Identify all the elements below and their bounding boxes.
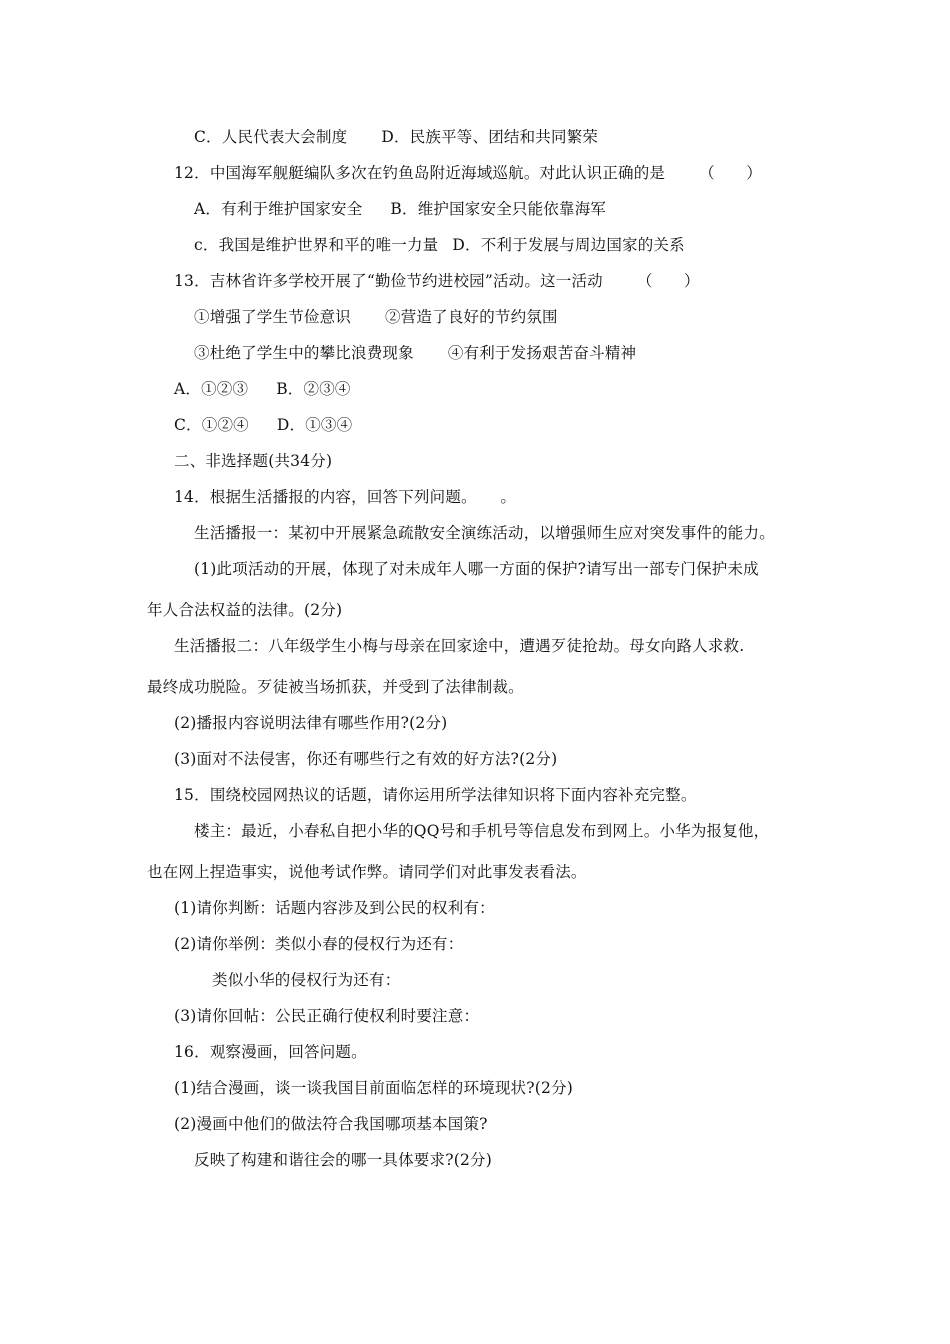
q14-sub1-line2: 年人合法权益的法律。(2分) bbox=[147, 601, 343, 619]
q12-options-ab bbox=[194, 199, 606, 219]
q14-sub1-line1: (1)此项活动的开展，体现了对未成年人哪一方面的保护?请写出一部专门保护未成 bbox=[194, 560, 759, 578]
q14-report-2-line2: 最终成功脱险。歹徒被当场抓获，并受到了法律制裁。 bbox=[147, 678, 524, 696]
q15-sub3: (3)请你回帖：公民正确行使权利时要注意： bbox=[174, 1007, 480, 1025]
q16-sub2: (2)漫画中他们的做法符合我国哪项基本国策? bbox=[174, 1115, 488, 1133]
q16-sub1: (1)结合漫画，谈一谈我国目前面临怎样的环境现状?(2分) bbox=[174, 1079, 574, 1097]
q14-stem: 14．根据生活播报的内容，回答下列问题。 。 bbox=[174, 488, 517, 506]
q13-stem-text: 13．吉林省许多学校开展了“勤俭节约进校园”活动。这一活动 bbox=[174, 272, 603, 290]
q16-stem: 16．观察漫画，回答问题。 bbox=[174, 1043, 367, 1061]
q13-item-3: ③杜绝了学生中的攀比浪费现象 bbox=[194, 344, 414, 362]
q13-options-ab bbox=[174, 379, 351, 399]
q12-options-cd bbox=[194, 235, 685, 255]
q13-items-34 bbox=[194, 343, 636, 363]
q12-stem-text: 12．中国海军舰艇编队多次在钓鱼岛附近海域巡航。对此认识正确的是 bbox=[174, 164, 666, 182]
q13-options-cd bbox=[174, 415, 352, 435]
q12-option-d: D．不利于发展与周边国家的关系 bbox=[452, 236, 685, 254]
q12-option-b: B．维护国家安全只能依靠海军 bbox=[390, 200, 607, 218]
q16-sub2b: 反映了构建和谐往会的哪一具体要求?(2分) bbox=[194, 1151, 492, 1169]
q11-option-d: D．民族平等、团结和共同繁荣 bbox=[381, 128, 599, 146]
q13-option-c: C．①②④ bbox=[174, 416, 249, 434]
q11-option-c: C．人民代表大会制度 bbox=[194, 128, 348, 146]
q13-answer-paren: （ ） bbox=[636, 272, 700, 290]
q14-report-2-line1: 生活播报二：八年级学生小梅与母亲在回家途中，遭遇歹徒抢劫。母女向路人求救. bbox=[174, 637, 745, 655]
q15-post-line2: 也在网上捏造事实，说他考试作弊。请同学们对此事发表看法。 bbox=[147, 863, 587, 881]
q13-items-12 bbox=[194, 307, 558, 327]
q15-sub2b: 类似小华的侵权行为还有： bbox=[212, 971, 401, 989]
q12-stem bbox=[174, 163, 762, 183]
q15-stem: 15．围绕校园网热议的话题，请你运用所学法律知识将下面内容补充完整。 bbox=[174, 786, 697, 804]
q12-option-a: A．有利于维护国家安全 bbox=[194, 200, 363, 218]
q14-sub2: (2)播报内容说明法律有哪些作用?(2分) bbox=[174, 714, 448, 732]
q11-options-cd bbox=[194, 127, 598, 147]
q13-item-4: ④有利于发扬艰苦奋斗精神 bbox=[447, 344, 637, 362]
q13-item-1: ①增强了学生节俭意识 bbox=[194, 308, 352, 326]
q15-sub2: (2)请你举例：类似小春的侵权行为还有： bbox=[174, 935, 464, 953]
q13-stem bbox=[174, 271, 700, 291]
q13-option-d: D．①③④ bbox=[276, 416, 353, 434]
q13-option-a: A．①②③ bbox=[174, 380, 249, 398]
q15-sub1: (1)请你判断：话题内容涉及到公民的权利有： bbox=[174, 899, 495, 917]
q12-answer-paren: （ ） bbox=[699, 164, 762, 182]
q12-option-c: c．我国是维护世界和平的唯一力量 bbox=[194, 236, 439, 254]
q13-option-b: B．②③④ bbox=[276, 380, 351, 398]
q15-post-line1: 楼主：最近，小春私自把小华的QQ号和手机号等信息发布到网上。小华为报复他， bbox=[194, 822, 770, 840]
q13-item-2: ②营造了良好的节约氛围 bbox=[385, 308, 558, 326]
q14-sub3: (3)面对不法侵害，你还有哪些行之有效的好方法?(2分) bbox=[174, 750, 558, 768]
q14-report-1: 生活播报一：某初中开展紧急疏散安全演练活动，以增强师生应对突发事件的能力。 bbox=[194, 524, 775, 542]
section-2-title: 二、非选择题(共34分) bbox=[174, 452, 333, 470]
